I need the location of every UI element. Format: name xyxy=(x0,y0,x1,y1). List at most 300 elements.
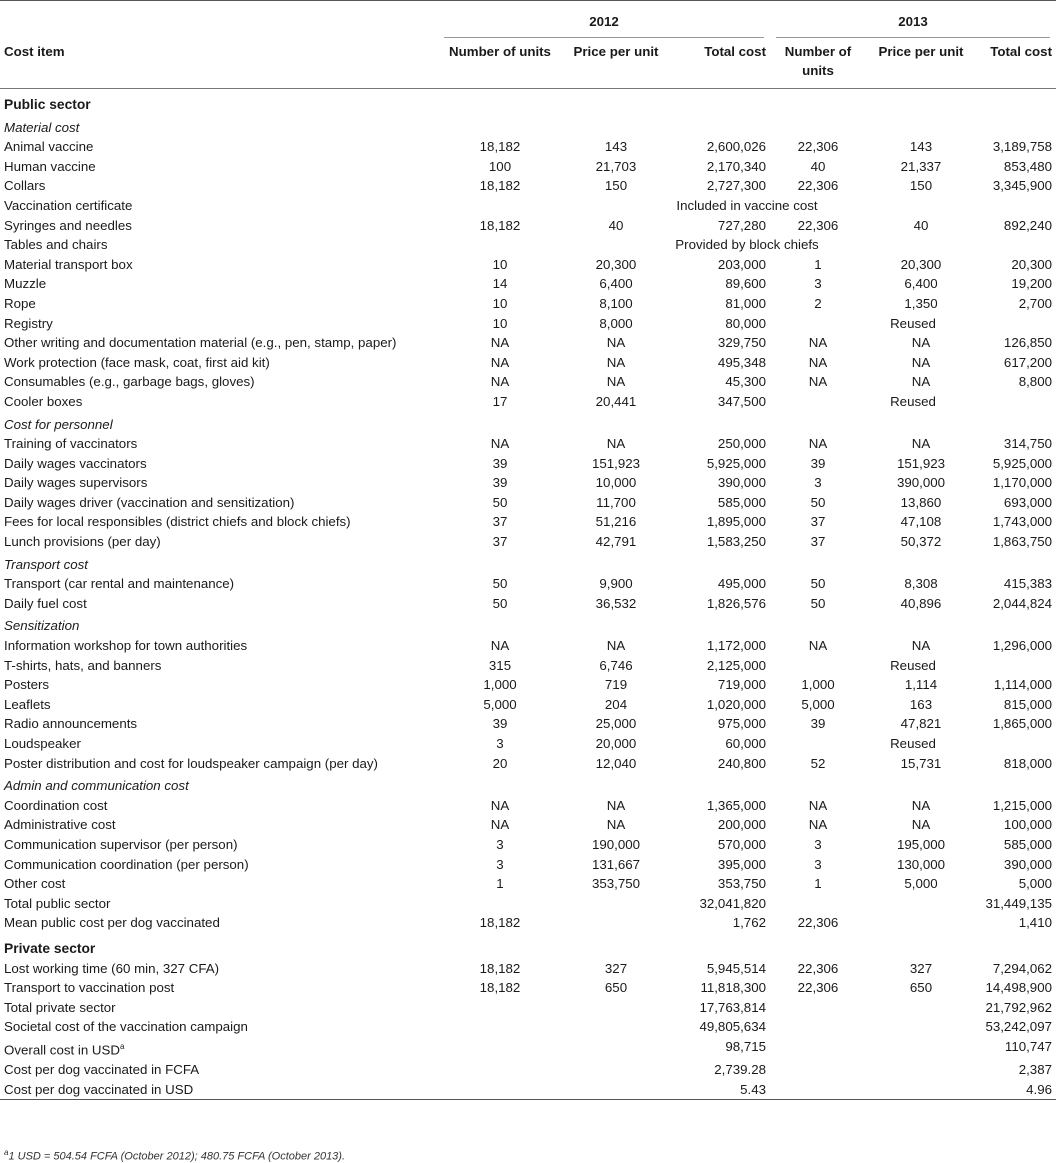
units-2013-cell: 22,306 xyxy=(797,139,839,155)
price-2012-cell: 150 xyxy=(604,178,628,194)
price-2013-cell: NA xyxy=(911,797,931,813)
reused-note-cell: Reused xyxy=(890,657,936,673)
table-row xyxy=(0,274,1056,294)
cost-item-label: Cooler boxes xyxy=(4,393,83,409)
units-2012-cell: 39 xyxy=(492,475,508,491)
subsection-title xyxy=(0,115,1056,138)
table-row xyxy=(0,998,1056,1018)
units-2012-cell: 39 xyxy=(492,455,508,471)
cost-item-label: Communication coordination (per person) xyxy=(4,856,249,872)
total-2013-cell: 314,750 xyxy=(1003,436,1052,452)
units-2012-cell: NA xyxy=(490,638,510,654)
total-2012-cell: 1,365,000 xyxy=(706,797,766,813)
cost-item-label: Cost for personnel xyxy=(4,416,113,432)
cost-item-cell xyxy=(0,1080,438,1100)
table-row xyxy=(0,675,1056,695)
total-2012-cell: 49,805,634 xyxy=(699,1019,766,1035)
price-2012-cell: 40 xyxy=(608,217,624,233)
total-2013-cell: 126,850 xyxy=(1003,335,1052,351)
cost-item-label: Daily fuel cost xyxy=(4,595,87,611)
cost-item-label: Material transport box xyxy=(4,256,133,272)
cost-item-cell xyxy=(0,855,438,875)
cost-item-cell xyxy=(0,157,438,177)
table-row xyxy=(0,255,1056,275)
total-2012-header: Total cost xyxy=(704,44,766,59)
units-2013-cell: 22,306 xyxy=(797,915,839,931)
price-2013-cell: NA xyxy=(911,354,931,370)
cost-item-label: Training of vaccinators xyxy=(4,436,138,452)
total-2012-cell: 32,041,820 xyxy=(699,895,766,911)
section-title xyxy=(0,89,1056,115)
cost-item-cell xyxy=(0,695,438,715)
units-2013-cell: 40 xyxy=(810,158,826,174)
cost-item-label: Fees for local responsibles (district chiefs and block chiefs) xyxy=(4,514,351,530)
cost-item-cell xyxy=(0,434,438,454)
units-2013-cell xyxy=(770,1037,866,1060)
total-2013-cell: 110,747 xyxy=(1004,1038,1052,1054)
total-2012-cell: 240,800 xyxy=(717,755,766,771)
table-row xyxy=(0,695,1056,715)
cost-item-label: Leaflets xyxy=(4,696,51,712)
units-2012-cell: 20 xyxy=(492,755,508,771)
table-row xyxy=(0,913,1056,933)
price-2012-cell xyxy=(562,913,670,933)
year-header-row xyxy=(0,1,1056,39)
units-2012-cell: 39 xyxy=(492,716,508,732)
units-2013-cell xyxy=(770,998,866,1018)
cost-item-cell xyxy=(0,835,438,855)
table-row xyxy=(0,353,1056,373)
cost-item-cell xyxy=(0,392,438,412)
total-2013-cell: 1,865,000 xyxy=(992,716,1052,732)
units-2013-header: Number of units xyxy=(784,44,852,78)
table-row xyxy=(0,294,1056,314)
cost-item-label: Transport (car rental and maintenance) xyxy=(4,576,235,592)
price-2012-cell: 42,791 xyxy=(595,534,637,550)
units-2012-cell: 18,182 xyxy=(479,960,521,976)
price-2013-cell xyxy=(866,1080,976,1100)
total-2012-cell: 1,895,000 xyxy=(706,514,766,530)
table-row xyxy=(0,392,1056,412)
total-2013-cell: 1,114,000 xyxy=(993,677,1052,693)
price-2013-cell: NA xyxy=(911,638,931,654)
price-2013-cell: 20,300 xyxy=(900,256,942,272)
price-2013-cell: 1,350 xyxy=(904,295,938,311)
total-2012-cell: 570,000 xyxy=(717,836,766,852)
price-2013-cell: 40,896 xyxy=(900,595,942,611)
price-2013-cell xyxy=(866,1017,976,1037)
total-2012-cell: 495,000 xyxy=(717,576,766,592)
units-2012-cell: 14 xyxy=(492,276,508,292)
cost-item-cell xyxy=(0,874,438,894)
cost-item-label: Transport cost xyxy=(4,556,88,572)
total-2013-cell: 4.96 xyxy=(1026,1081,1052,1097)
price-2013-cell: 390,000 xyxy=(896,475,946,491)
units-2012-cell: 18,182 xyxy=(479,178,521,194)
cost-item-cell xyxy=(0,314,438,334)
total-2012-cell: 2,170,340 xyxy=(706,158,766,174)
units-2012-cell: 50 xyxy=(492,576,508,592)
total-2013-cell: 19,200 xyxy=(1011,276,1052,292)
empty-header-cell xyxy=(0,1,438,39)
total-2012-cell: 5.43 xyxy=(740,1081,766,1097)
cost-item-cell xyxy=(0,235,438,255)
units-2013-cell: NA xyxy=(808,354,828,370)
units-2013-cell: 22,306 xyxy=(797,960,839,976)
units-2013-cell: 3 xyxy=(814,836,822,852)
total-2013-cell: 5,000 xyxy=(1018,876,1052,892)
units-2012-cell: NA xyxy=(490,335,510,351)
total-2012-cell: 17,763,814 xyxy=(699,999,766,1015)
cost-item-label: Vaccination certificate xyxy=(4,197,133,213)
units-2012-cell: 3 xyxy=(496,856,504,872)
table-row xyxy=(0,512,1056,532)
total-2012-cell: 11,818,300 xyxy=(700,980,766,996)
section-title xyxy=(0,933,1056,959)
cost-item-cell xyxy=(0,294,438,314)
cost-item-label: Cost per dog vaccinated in FCFA xyxy=(4,1061,200,1077)
units-2013-cell: 3 xyxy=(814,856,822,872)
cost-item-label: Communication supervisor (per person) xyxy=(4,836,238,852)
table-row xyxy=(0,734,1056,754)
table-row xyxy=(0,656,1056,676)
price-2012-cell xyxy=(562,998,670,1018)
price-2013-cell xyxy=(866,1037,976,1060)
total-2012-cell: 1,583,250 xyxy=(706,534,766,550)
units-2012-cell xyxy=(438,894,562,914)
price-2013-cell: 13,860 xyxy=(900,494,942,510)
price-2012-cell: 6,746 xyxy=(599,657,633,673)
price-2012-cell xyxy=(562,1060,670,1080)
price-2013-cell: 21,337 xyxy=(900,158,942,174)
units-2012-header: Number of units xyxy=(449,44,551,59)
units-2012-cell: 315 xyxy=(488,657,512,673)
table-row xyxy=(0,196,1056,216)
price-2012-cell xyxy=(562,894,670,914)
price-2013-cell: 130,000 xyxy=(896,856,946,872)
units-2013-cell: 22,306 xyxy=(797,217,839,233)
total-2012-cell: 80,000 xyxy=(725,315,766,331)
cost-item-cell xyxy=(0,274,438,294)
subsection-header-row xyxy=(0,412,1056,435)
total-2012-cell: 250,000 xyxy=(717,436,766,452)
cost-item-label: Poster distribution and cost for loudspeaker campaign (per day) xyxy=(4,755,378,771)
section-header-row xyxy=(0,89,1056,115)
price-2013-cell: NA xyxy=(911,374,931,390)
table-row xyxy=(0,493,1056,513)
units-2013-cell xyxy=(770,1060,866,1080)
units-2012-cell xyxy=(438,1037,562,1060)
total-2013-cell: 1,296,000 xyxy=(992,638,1052,654)
units-2012-cell: 18,182 xyxy=(479,980,521,996)
table-row xyxy=(0,1037,1056,1060)
price-2013-cell: 5,000 xyxy=(904,876,938,892)
subsection-header-row xyxy=(0,773,1056,796)
total-2013-cell: 21,792,962 xyxy=(985,999,1052,1015)
total-2013-cell: 2,044,824 xyxy=(992,595,1052,611)
units-2012-cell: NA xyxy=(490,354,510,370)
table-body xyxy=(0,89,1056,1100)
merged-note-cell: Provided by block chiefs xyxy=(675,237,819,253)
cost-item-cell xyxy=(0,675,438,695)
units-2012-cell: 100 xyxy=(488,158,512,174)
table-row xyxy=(0,714,1056,734)
total-2013-cell: 3,189,758 xyxy=(992,139,1052,155)
total-2013-cell: 100,000 xyxy=(1003,817,1052,833)
price-2013-cell xyxy=(866,1060,976,1080)
cost-item-cell xyxy=(0,196,438,216)
cost-item-label: Public sector xyxy=(4,97,91,112)
price-2012-cell: 20,300 xyxy=(595,256,637,272)
price-2013-cell: 327 xyxy=(909,960,933,976)
cost-item-label: Daily wages vaccinators xyxy=(4,455,147,471)
units-2013-cell: 50 xyxy=(810,494,826,510)
cost-item-cell xyxy=(0,754,438,774)
total-2012-cell: 719,000 xyxy=(717,677,766,693)
units-2012-cell: 3 xyxy=(496,736,504,751)
table-row xyxy=(0,815,1056,835)
units-2013-cell: 52 xyxy=(810,755,826,771)
total-2012-cell: 1,020,000 xyxy=(706,696,766,712)
cost-item-cell xyxy=(0,532,438,552)
total-2013-header: Total cost xyxy=(990,44,1052,59)
cost-item-label: Muzzle xyxy=(4,276,47,292)
price-2013-cell: 50,372 xyxy=(900,534,942,550)
total-2012-cell: 5,925,000 xyxy=(706,455,766,471)
table-row xyxy=(0,835,1056,855)
table-row xyxy=(0,216,1056,236)
cost-item-label: T-shirts, hats, and banners xyxy=(4,657,162,673)
units-2013-cell: 2 xyxy=(814,295,822,311)
table-row xyxy=(0,473,1056,493)
table-row xyxy=(0,532,1056,552)
units-2013-cell: NA xyxy=(808,436,828,452)
table-row xyxy=(0,235,1056,255)
cost-item-label: Human vaccine xyxy=(4,158,96,174)
total-2012-cell: 81,000 xyxy=(725,295,766,311)
table-row xyxy=(0,574,1056,594)
cost-item-cell xyxy=(0,796,438,816)
total-2012-cell: 727,280 xyxy=(717,217,766,233)
price-2013-cell xyxy=(866,894,976,914)
units-2012-cell xyxy=(438,1060,562,1080)
footnote-marker: a xyxy=(120,1041,125,1051)
price-2013-cell xyxy=(866,913,976,933)
total-2013-cell: 5,925,000 xyxy=(992,455,1052,471)
cost-item-cell xyxy=(0,636,438,656)
table-row xyxy=(0,874,1056,894)
year-2013-header: 2013 xyxy=(770,1,1056,39)
total-2012-cell: 1,826,576 xyxy=(706,595,766,611)
cost-item-label: Consumables (e.g., garbage bags, gloves) xyxy=(4,374,255,390)
price-2012-cell: NA xyxy=(606,638,626,654)
cost-item-label: Total public sector xyxy=(4,895,111,911)
table-row xyxy=(0,754,1056,774)
total-2012-cell: 60,000 xyxy=(725,736,766,751)
total-2012-cell: 353,750 xyxy=(717,876,766,892)
price-2012-cell: 204 xyxy=(604,696,628,712)
table-row xyxy=(0,959,1056,979)
total-2013-cell: 8,800 xyxy=(1018,374,1052,390)
price-2013-cell: 650 xyxy=(909,980,933,996)
cost-item-label: Total private sector xyxy=(4,999,116,1015)
price-2012-header: Price per unit xyxy=(573,44,659,59)
units-2013-cell xyxy=(770,1080,866,1100)
cost-item-label: Work protection (face mask, coat, first aid kit) xyxy=(4,354,270,370)
table-row xyxy=(0,434,1056,454)
table-row xyxy=(0,314,1056,334)
cost-item-label: Lost working time (60 min, 327 CFA) xyxy=(4,960,220,976)
price-2012-cell xyxy=(562,1037,670,1060)
cost-item-cell xyxy=(0,333,438,353)
cost-item-label: Registry xyxy=(4,315,53,331)
price-2013-cell: 143 xyxy=(909,139,933,155)
price-2013-cell: 151,923 xyxy=(896,455,946,471)
total-2013-cell: 31,449,135 xyxy=(985,895,1052,911)
units-2013-cell: NA xyxy=(808,335,828,351)
table-row xyxy=(0,978,1056,998)
cost-item-label: Cost per dog vaccinated in USD xyxy=(4,1081,194,1097)
units-2012-cell: 37 xyxy=(492,514,508,530)
cost-item-label: Collars xyxy=(4,178,46,194)
table-row xyxy=(0,636,1056,656)
price-2012-cell: 131,667 xyxy=(591,856,641,872)
price-2012-cell: 8,100 xyxy=(599,295,633,311)
price-2013-cell xyxy=(866,998,976,1018)
units-2013-cell: NA xyxy=(808,797,828,813)
price-2012-cell: 151,923 xyxy=(591,455,641,471)
units-2012-cell: 5,000 xyxy=(483,696,517,712)
total-2013-cell: 7,294,062 xyxy=(992,960,1052,976)
units-2013-cell: 37 xyxy=(810,514,826,530)
units-2012-cell: 3 xyxy=(496,836,504,852)
total-2013-cell: 53,242,097 xyxy=(985,1019,1052,1035)
table-row xyxy=(0,855,1056,875)
price-2012-cell: 719 xyxy=(604,677,628,693)
price-2013-cell: 195,000 xyxy=(896,836,946,852)
cost-item-label: Information workshop for town authorities xyxy=(4,638,248,654)
cost-item-cell xyxy=(0,473,438,493)
total-2012-cell: 1,172,000 xyxy=(706,638,766,654)
price-2012-cell: NA xyxy=(606,335,626,351)
total-2013-cell: 1,410 xyxy=(1018,915,1052,931)
cost-item-label: Other cost xyxy=(4,876,66,892)
price-2012-cell: 327 xyxy=(604,960,628,976)
units-2012-cell: NA xyxy=(490,436,510,452)
total-2012-cell: 5,945,514 xyxy=(706,960,766,976)
subsection-header-row xyxy=(0,552,1056,575)
table-row xyxy=(0,157,1056,177)
units-2013-cell: 37 xyxy=(810,534,826,550)
cost-item-cell xyxy=(0,894,438,914)
units-2012-cell: 50 xyxy=(492,494,508,510)
total-2013-cell: 853,480 xyxy=(1003,158,1052,174)
cost-item-label: Other writing and documentation material (e.g., pen, stamp, paper) xyxy=(4,335,397,351)
price-2012-cell: 9,900 xyxy=(599,576,633,592)
subsection-header-row xyxy=(0,115,1056,138)
units-2012-cell: 10 xyxy=(492,256,508,272)
table-row xyxy=(0,796,1056,816)
cost-item-cell xyxy=(0,176,438,196)
total-2013-cell: 617,200 xyxy=(1003,354,1052,370)
cost-item-label: Overall cost in USD xyxy=(4,1042,121,1058)
price-2012-cell: 51,216 xyxy=(595,514,637,530)
total-2013-cell: 1,170,000 xyxy=(992,475,1052,491)
section-header-row xyxy=(0,933,1056,959)
total-2013-cell: 815,000 xyxy=(1003,696,1052,712)
reused-note-cell: Reused xyxy=(890,315,936,331)
units-2013-cell xyxy=(770,894,866,914)
cost-item-cell xyxy=(0,998,438,1018)
cost-item-cell xyxy=(0,372,438,392)
price-2013-cell: 47,108 xyxy=(900,514,942,530)
cost-item-cell xyxy=(0,454,438,474)
price-2013-cell: 6,400 xyxy=(904,276,938,292)
cost-item-cell xyxy=(0,353,438,373)
cost-item-cell xyxy=(0,493,438,513)
units-2013-cell: 50 xyxy=(810,595,826,611)
table-row xyxy=(0,594,1056,614)
total-2012-cell: 45,300 xyxy=(725,374,766,390)
price-2013-cell: NA xyxy=(911,817,931,833)
total-2013-cell: 1,863,750 xyxy=(992,534,1052,550)
price-2012-cell: NA xyxy=(606,374,626,390)
cost-item-cell xyxy=(0,1060,438,1080)
table-row xyxy=(0,176,1056,196)
total-2013-cell: 892,240 xyxy=(1003,217,1052,233)
price-2013-cell: 1,114 xyxy=(904,677,938,693)
price-2012-cell: 8,000 xyxy=(599,315,633,331)
cost-item-label: Coordination cost xyxy=(4,797,108,813)
subsection-title xyxy=(0,613,1056,636)
cost-item-cell xyxy=(0,656,438,676)
units-2012-cell: 10 xyxy=(492,295,508,311)
price-2012-cell: 21,703 xyxy=(595,158,637,174)
cost-item-label: Rope xyxy=(4,295,36,311)
cost-item-label: Transport to vaccination post xyxy=(4,980,175,996)
total-2012-cell: 2,727,300 xyxy=(706,178,766,194)
cost-item-cell xyxy=(0,1037,438,1060)
units-2013-cell: 1 xyxy=(814,256,822,272)
units-2012-cell: NA xyxy=(490,374,510,390)
cost-item-cell xyxy=(0,913,438,933)
reused-note-cell: Reused xyxy=(890,736,936,751)
price-2012-cell: 12,040 xyxy=(595,755,637,771)
units-2013-cell: 3 xyxy=(814,475,822,491)
units-2013-cell: NA xyxy=(808,638,828,654)
table-row xyxy=(0,894,1056,914)
cost-item-cell xyxy=(0,815,438,835)
total-2012-cell: 2,739.28 xyxy=(714,1061,766,1077)
total-2013-cell: 585,000 xyxy=(1003,836,1052,852)
total-2013-cell: 693,000 xyxy=(1003,494,1052,510)
cost-item-label: Posters xyxy=(4,677,50,693)
units-2013-cell: 1,000 xyxy=(801,677,835,693)
units-2013-cell: NA xyxy=(808,374,828,390)
units-2012-cell: 18,182 xyxy=(479,139,521,155)
units-2012-cell: 50 xyxy=(492,595,508,611)
table-row xyxy=(0,1017,1056,1037)
total-2012-cell: 395,000 xyxy=(717,856,766,872)
reused-note-cell: Reused xyxy=(890,393,936,409)
price-2013-header: Price per unit xyxy=(878,44,964,59)
price-2012-cell: NA xyxy=(606,436,626,452)
price-2012-cell: 11,700 xyxy=(596,494,636,510)
cost-item-cell xyxy=(0,574,438,594)
price-2012-cell xyxy=(562,1080,670,1100)
price-2013-cell: 47,821 xyxy=(900,716,942,732)
units-2012-cell: 18,182 xyxy=(479,217,521,233)
